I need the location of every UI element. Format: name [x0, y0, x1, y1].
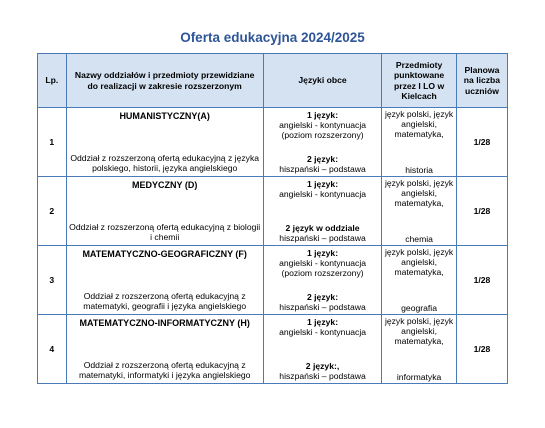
points-subjects: język polski, język angielski, matematyka,	[384, 178, 454, 209]
row-lp: 2	[38, 177, 67, 246]
first-language-heading: 1 język:	[307, 317, 339, 327]
page-title: Oferta edukacyjna 2024/2025	[180, 30, 365, 45]
first-language	[279, 179, 366, 199]
second-language-heading: 2 język:	[307, 291, 339, 302]
first-language-heading: 1 język:	[307, 179, 339, 189]
table-row	[38, 177, 508, 246]
second-language-text: hiszpański – podstawa	[279, 301, 366, 312]
row-points-cell	[382, 108, 457, 177]
header-name: Nazwy oddziałów i przedmioty przewidziane do realizacji w zakresie rozszerzonym	[66, 54, 263, 108]
row-points-cell	[382, 177, 457, 246]
first-language-text: angielski - kontynuacja	[279, 189, 367, 200]
first-language	[266, 248, 380, 279]
second-language-heading: 2 język:,	[305, 360, 340, 371]
row-languages-cell	[263, 108, 382, 177]
first-language-heading: 1 język:	[307, 248, 339, 258]
points-extra-subject: historia	[405, 164, 433, 175]
row-lp: 1	[38, 108, 67, 177]
class-name: MATEMATYCZNO-INFORMATYCZNY (H)	[79, 318, 250, 328]
table-row	[38, 246, 508, 315]
row-languages-cell	[263, 315, 382, 384]
row-lp: 3	[38, 246, 67, 315]
row-name-cell	[66, 246, 263, 315]
second-language	[279, 154, 365, 174]
first-language-text: angielski - kontynuacja (poziom rozszerzony)	[279, 120, 367, 141]
row-name-cell	[66, 315, 263, 384]
second-language	[279, 361, 365, 381]
second-language-text: hiszpański – podstawa	[279, 232, 366, 243]
first-language-text: angielski - kontynuacja (poziom rozszerzony)	[279, 258, 367, 279]
row-name-cell	[66, 177, 263, 246]
row-points-cell	[382, 246, 457, 315]
header-planned: Planowa na liczba uczniów	[456, 54, 507, 108]
row-languages-cell	[263, 177, 382, 246]
second-language-text: hiszpański – podstawa	[279, 163, 366, 174]
points-subjects: język polski, język angielski, matematyka,	[384, 109, 454, 140]
row-planned: 1/28	[456, 246, 507, 315]
second-language-heading: 2 język w oddziale	[285, 222, 360, 233]
class-name: MATEMATYCZNO-GEOGRAFICZNY (F)	[82, 249, 247, 259]
row-points-cell	[382, 315, 457, 384]
row-lp: 4	[38, 315, 67, 384]
row-name-cell	[66, 108, 263, 177]
table-row	[38, 108, 508, 177]
second-language	[279, 292, 365, 312]
class-name: MEDYCZNY (D)	[132, 180, 198, 190]
row-languages-cell	[263, 246, 382, 315]
education-offer-table	[37, 53, 508, 384]
row-planned: 1/28	[456, 108, 507, 177]
points-subjects: język polski, język angielski, matematyka,	[384, 316, 454, 347]
class-name: HUMANISTYCZNY(A)	[119, 111, 210, 121]
second-language-text: hiszpański – podstawa	[279, 370, 366, 381]
first-language-text: angielski - kontynuacja	[279, 327, 367, 338]
header-lp: Lp.	[38, 54, 67, 108]
first-language-heading: 1 język:	[307, 110, 339, 120]
row-planned: 1/28	[456, 315, 507, 384]
class-description: Oddział z rozszerzoną ofertą edukacyjną z biologii i chemii	[69, 221, 261, 242]
class-description: Oddział z rozszerzoną ofertą edukacyjną z matematyki, informatyki i języka angielskiego	[78, 359, 251, 380]
first-language	[266, 110, 380, 141]
points-extra-subject: geografia	[401, 302, 437, 313]
header-points: Przedmioty punktowane przez I LO w Kielcach	[382, 54, 457, 108]
table-row	[38, 315, 508, 384]
second-language-heading: 2 język:	[307, 153, 339, 164]
header-languages: Języki obce	[263, 54, 382, 108]
table-header-row	[38, 54, 508, 108]
points-subjects: język polski, język angielski, matematyka,	[384, 247, 454, 278]
first-language	[279, 317, 366, 337]
points-extra-subject: informatyka	[396, 371, 442, 382]
class-description: Oddział z rozszerzoną ofertą edukacyjną z języka polskiego, historii, języka angielskiego	[70, 152, 260, 173]
row-planned: 1/28	[456, 177, 507, 246]
second-language	[279, 223, 365, 243]
points-extra-subject: chemia	[405, 233, 433, 244]
class-description: Oddział z rozszerzoną ofertą edukacyjną z matematyki, geografii i języka angielskiego	[83, 290, 247, 311]
